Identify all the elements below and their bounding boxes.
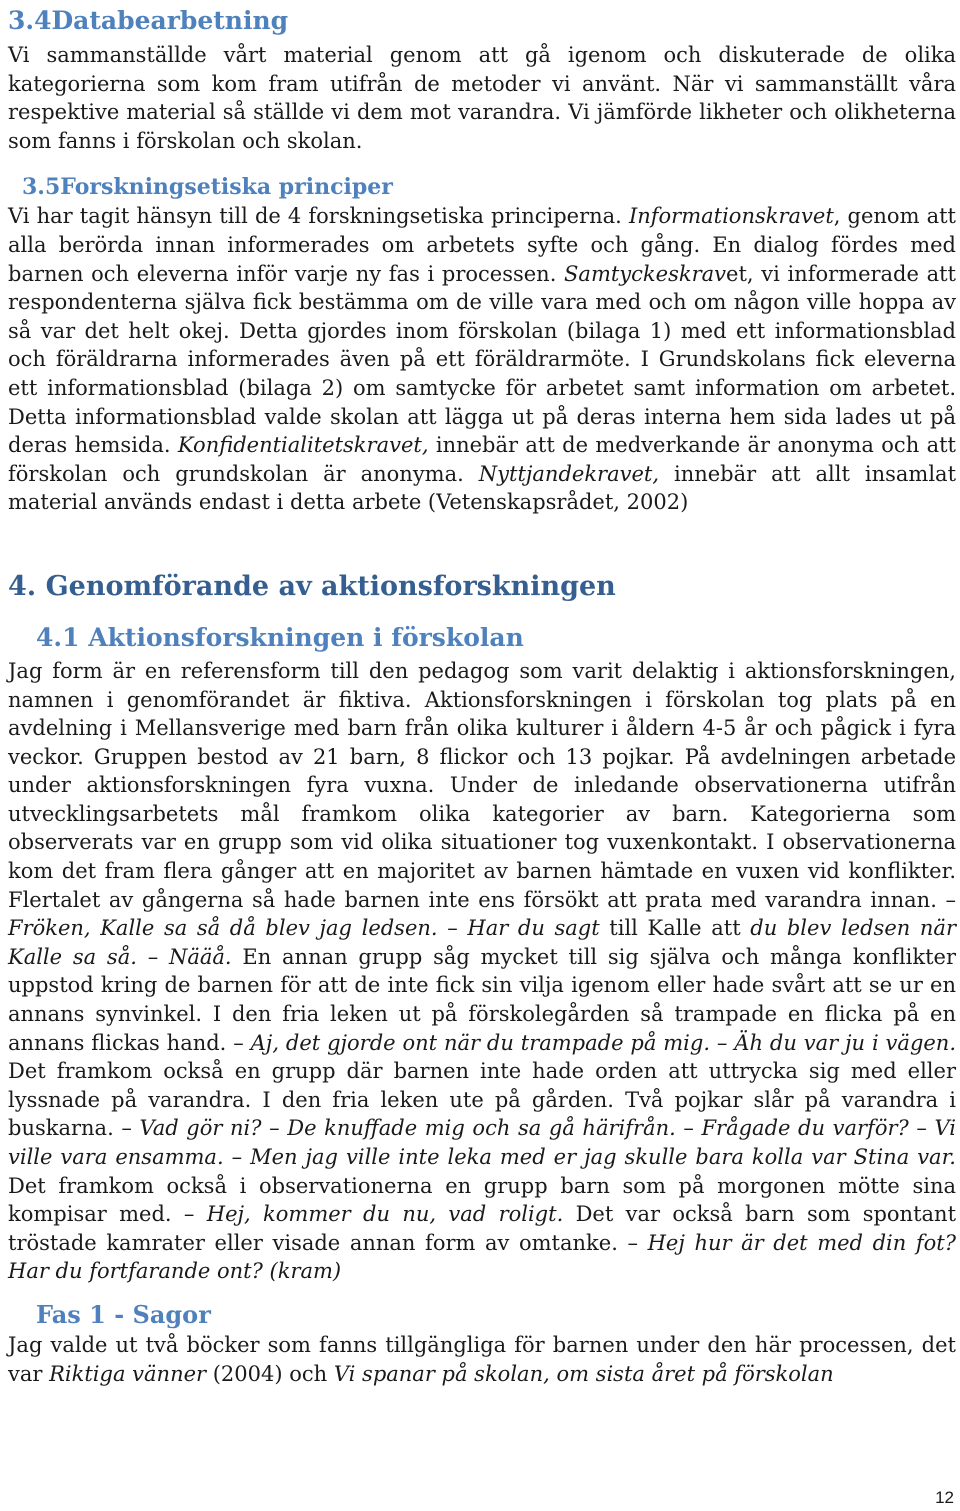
italic-run: Informationskravet [628, 204, 834, 229]
italic-run: Äh du var ju i vägen. [734, 1030, 957, 1055]
italic-run: Aj, det gjorde ont när du trampade på mig. [250, 1030, 711, 1055]
text-run: – [261, 1116, 288, 1141]
text-run: – [223, 1145, 251, 1169]
text-run: – [136, 944, 169, 969]
italic-run: du blev ledsen när Kalle sa så. [8, 916, 956, 969]
italic-run: Vad gör ni? [139, 1116, 262, 1141]
text-run: , genom att alla berörda innan informerades om arbetets syfte och gång. En dialog fördes med barnen och eleverna inför varje ny fas i processen. [8, 204, 956, 286]
italic-run: Frågade du varför? [701, 1116, 909, 1141]
italic-run: Samtyckeskrav [564, 261, 727, 286]
italic-run: Hej hur är det med din fot? Har du fortfarande ont? (kram) [8, 1230, 956, 1284]
italic-run: Hej, kommer du nu, vad roligt. [206, 1202, 564, 1227]
document-page [8, 0, 956, 1388]
italic-run: Vi spanar på skolan, om sista året på förskolan [333, 1361, 834, 1386]
section-heading-3-5: 3.5Forskningsetiska principer [22, 174, 393, 201]
italic-run: Riktiga vänner [49, 1361, 207, 1386]
text-run: till Kalle att [599, 916, 751, 941]
text-run: Det framkom också i observationerna en grupp barn som på morgonen mötte sina kompisar med. – [8, 1173, 956, 1227]
italic-run: Fröken, Kalle sa så då blev jag ledsen. [8, 916, 438, 941]
italic-run: Men jag ville inte leka med er jag skulle bara kolla var Stina var. [250, 1145, 956, 1169]
paragraph-3-5 [8, 202, 956, 517]
section-heading-3-4: 3.4Databearbetning [8, 6, 289, 35]
text-run: – [437, 916, 468, 941]
section-heading-fas-1: Fas 1 - Sagor [36, 1299, 211, 1329]
italic-run: Nyttjandekravet, [478, 461, 660, 486]
text-run: Det var också barn som spontant tröstade kamrater eller visade annan form av omtanke. – [8, 1202, 957, 1255]
italic-run: Nääå. [168, 944, 232, 969]
page-number: 12 [935, 1488, 954, 1507]
text-run: – [908, 1116, 935, 1141]
paragraph-4-1 [8, 657, 956, 1286]
italic-run: De knuffade mig och sa gå härifrån. [287, 1116, 676, 1141]
italic-run: Konfidentialitetskravet, [177, 433, 429, 458]
text-run: Vi har tagit hänsyn till de 4 forskningsetiska principerna. [8, 204, 629, 229]
paragraph-3-4: Vi sammanställde vårt material genom att gå igenom och diskuterade de olika kategorierna som kom fram utifrån de metoder vi använt. När vi sammanställt våra respektive material så ställde vi dem mot varandra. Vi jämförde likheter och olikheterna som fanns i förskolan och skolan. [8, 43, 956, 153]
text-run: En annan grupp såg mycket till sig själva och många konflikter uppstod kring de barnen för att de inte fick sin vilja igenom eller hade svårt att se ur en annans synvinkel. I den fria leken ut på förskolegården så trampade en flicka på en annans flickas hand. – [8, 944, 956, 1055]
text-run: Jag form är en referensform till den pedagog som varit delaktig i aktionsforskningen, namnen i genomförandet är fiktiva. Aktionsforskningen i förskolan tog plats på en avdelning i Mellansverige med barn från olika kulturer i åldern 4-5 år och pågick i fyra veckor. Gruppen bestod av 21 barn, 8 flickor och 13 pojkar. På avdelningen arbetade under aktionsforskningen fyra vuxna. Under de inledande observationerna utifrån utvecklingsarbetets mål framkom olika kategorier av barn. Kategorierna som observerats var en grupp som vid olika situationer tog vuxenkontakt. I observationerna kom det fram flera gånger att en majoritet av barnen hämtade en vuxen vid konflikter. Flertalet av gångerna så hade barnen inte ens försökt att prata med varandra innan. – [8, 658, 956, 912]
text-run: innebär att allt insamlat material används endast i detta arbete (Vetenskapsrådet, 2002) [8, 461, 957, 515]
text-run: (2004) och [206, 1361, 334, 1386]
text-run: Jag valde ut två böcker som fanns tillgängliga för barnen under den här processen, det var [8, 1332, 956, 1386]
text-run: Det framkom också en grupp där barnen inte hade orden att uttrycka sig med eller lyssnade på varandra. I den fria leken ute på gården. Två pojkar slår på varandra i buskarna. – [8, 1059, 956, 1141]
text-run: et, vi informerade att respondenterna själva fick bestämma om de ville vara med och om någon ville hoppa av så var det helt okej. Detta gjordes inom förskolan (bilaga 1) med ett informationsblad och föräldrarna informerades även på ett föräldrarmöte. I Grundskolans fick eleverna ett informationsblad (bilaga 2) om samtycke för arbetet samt information om arbetet. Detta informationsblad valde skolan att lägga ut på deras interna hem sida lades ut på deras hemsida. [8, 261, 956, 458]
text-run: – [710, 1030, 735, 1055]
paragraph-fas-1 [8, 1331, 956, 1388]
italic-run: Vi ville vara ensamma. [8, 1116, 956, 1169]
text-run: – [675, 1116, 702, 1141]
italic-run: Har du sagt [467, 916, 600, 941]
chapter-heading-4: 4. Genomförande av aktionsforskningen [8, 570, 616, 602]
section-heading-4-1: 4.1 Aktionsforskningen i förskolan [36, 622, 524, 652]
text-run: innebär att de medverkande är anonyma och att förskolan och grundskolan är anonyma. [8, 433, 956, 486]
